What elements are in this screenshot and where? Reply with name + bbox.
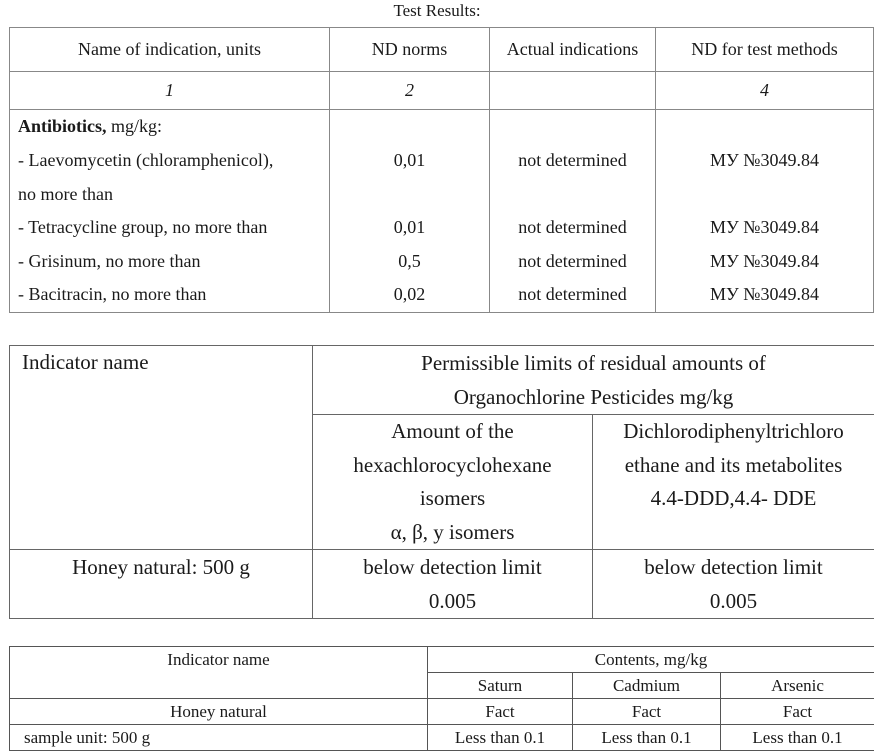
fact-label: Fact: [573, 699, 721, 725]
page-title: Test Results:: [393, 1, 481, 20]
norm-value: 0,01: [393, 217, 426, 238]
table-header-row: [10, 346, 874, 415]
antibiotics-table: [9, 27, 874, 313]
indication-name: - Tetracycline group, no more than: [18, 217, 268, 238]
element-header: Arsenic: [721, 673, 874, 699]
actual-value: not determined: [518, 284, 627, 305]
norm-value: 0,5: [398, 250, 421, 271]
table-row: [10, 550, 874, 619]
table-row: [10, 699, 874, 725]
column-number-row: [10, 72, 874, 110]
table-header-row: [10, 28, 874, 72]
method-value: МУ №3049.84: [710, 217, 819, 238]
pesticides-table: [9, 345, 874, 619]
norm-value: 0,02: [393, 284, 426, 305]
row-name: Honey natural: [10, 699, 428, 725]
method-value: МУ №3049.84: [710, 284, 819, 305]
column-number: 4: [656, 72, 874, 110]
element-header: Saturn: [428, 673, 573, 699]
content-value: Less than 0.1: [573, 725, 721, 751]
indication-name: - Bacitracin, no more than: [18, 284, 207, 305]
fact-label: Fact: [721, 699, 874, 725]
indication-name: - Laevomycetin (chloramphenicol),: [18, 150, 274, 170]
header-cell: Name of indication, units: [10, 28, 330, 72]
contents-header: Contents, mg/kg: [428, 647, 874, 673]
methods-cell: [656, 110, 874, 313]
ddt-value-cell: below detection limit 0.005: [593, 550, 874, 619]
hch-value-cell: below detection limit 0.005: [313, 550, 593, 619]
method-value: МУ №3049.84: [710, 250, 819, 271]
column-number: 2: [330, 72, 490, 110]
element-header: Cadmium: [573, 673, 721, 699]
actual-value: not determined: [518, 250, 627, 271]
column-number: [490, 72, 656, 110]
row-name: Honey natural: 500 g: [10, 550, 313, 619]
indicator-header: Indicator name: [10, 346, 313, 550]
table-body-row: [10, 110, 874, 313]
indication-name: no more than: [18, 183, 113, 204]
content-value: Less than 0.1: [721, 725, 874, 751]
content-value: Less than 0.1: [428, 725, 573, 751]
sample-unit: sample unit: 500 g: [10, 725, 428, 751]
fact-label: Fact: [428, 699, 573, 725]
method-value: МУ №3049.84: [710, 150, 819, 170]
indication-name: - Grisinum, no more than: [18, 250, 201, 271]
ddt-header: Dichlorodiphenyltrichloro ethane and its metabolites 4.4-DDD,4.4- DDE: [593, 415, 874, 550]
actual-value: not determined: [518, 217, 627, 238]
hch-isomers-header: Amount of the hexachlorocyclohexane isomers α, β, у isomers: [313, 415, 593, 550]
table-row: [10, 725, 874, 751]
group-title: Antibiotics, mg/kg:: [18, 116, 163, 136]
indicator-header: Indicator name: [10, 647, 428, 699]
actual-cell: [490, 110, 656, 313]
indication-names-cell: [10, 110, 330, 313]
table-header-row: [10, 647, 874, 673]
header-cell: ND for test methods: [656, 28, 874, 72]
actual-value: not determined: [518, 150, 627, 170]
header-cell: ND norms: [330, 28, 490, 72]
header-cell: Actual indications: [490, 28, 656, 72]
norms-cell: [330, 110, 490, 313]
norm-value: 0,01: [393, 150, 426, 170]
column-number: 1: [10, 72, 330, 110]
heavy-metals-table: [9, 646, 874, 751]
limits-header: Permissible limits of residual amounts of Organochlorine Pesticides mg/kg: [313, 346, 874, 415]
